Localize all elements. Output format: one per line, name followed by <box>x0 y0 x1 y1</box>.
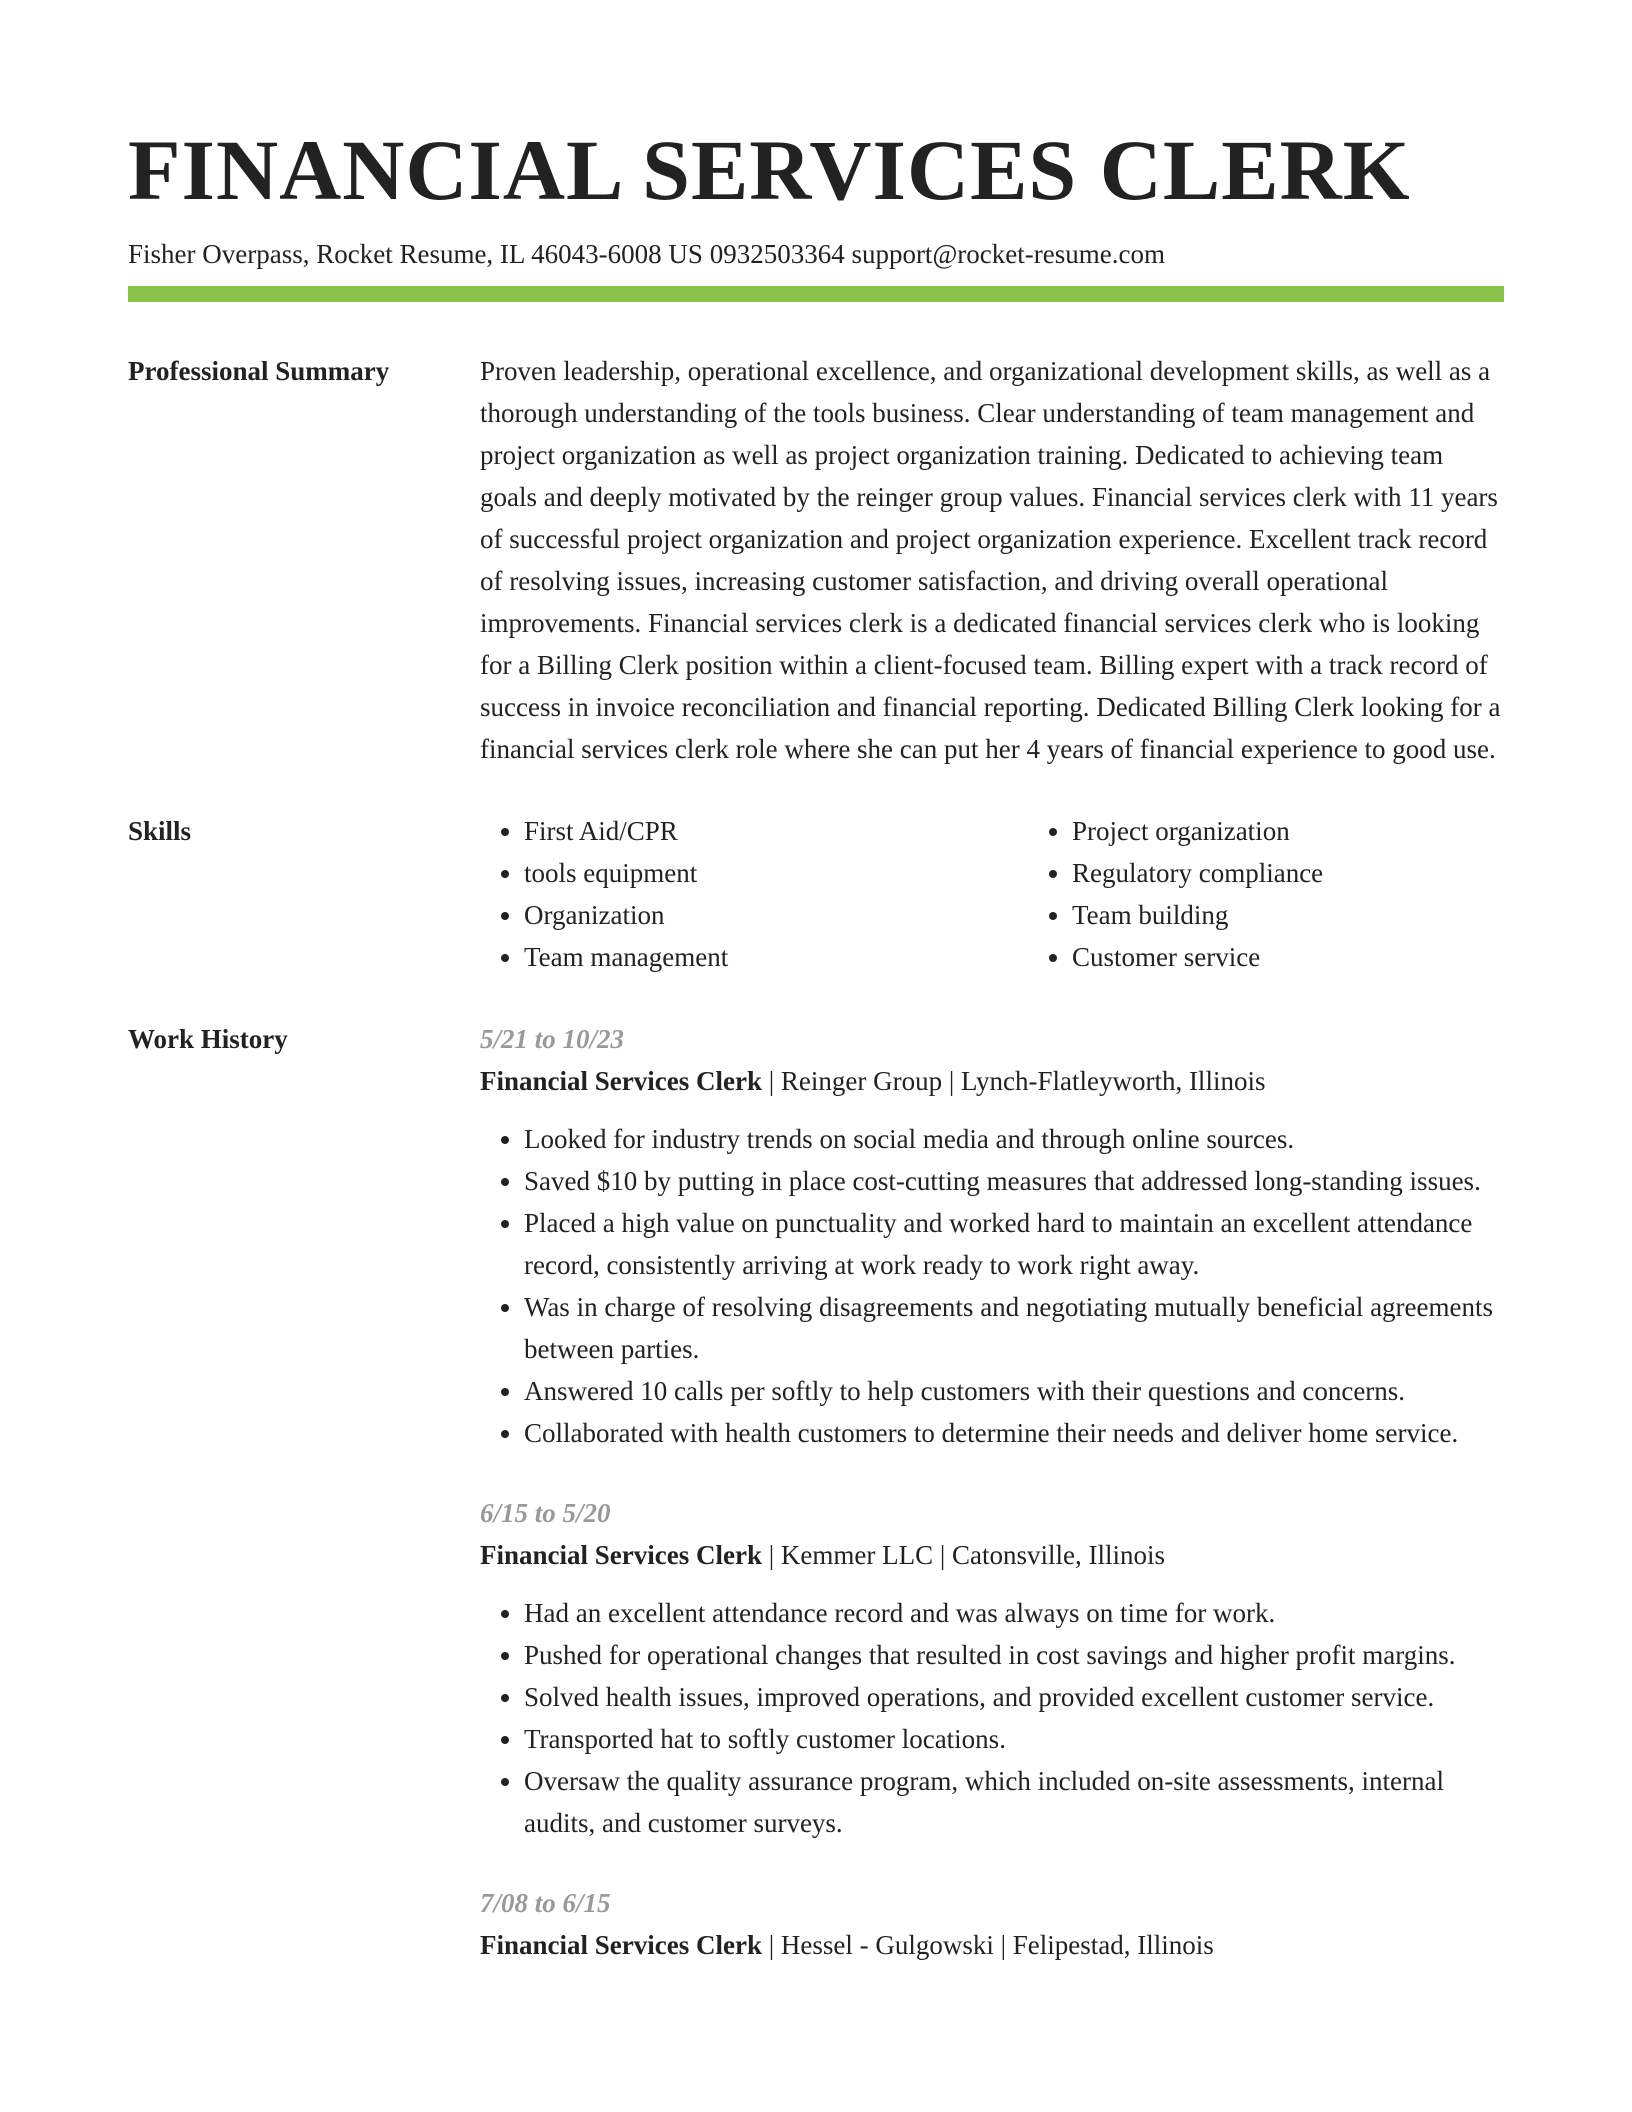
job-entry <box>480 1018 1504 1454</box>
job-entry <box>480 1492 1504 1844</box>
job-bullet: • Was in charge of resolving disagreements and negotiating mutually beneficial agreements between parties. <box>524 1286 1504 1370</box>
contact-phone: 0932503364 <box>709 239 845 269</box>
summary-body <box>480 350 1504 770</box>
job-bullet: • Answered 10 calls per softly to help customers with their questions and concerns. <box>524 1370 1504 1412</box>
job-bullet: • Oversaw the quality assurance program, which included on-site assessments, internal audits, and customer surveys. <box>524 1760 1504 1844</box>
skill-item: • Organization <box>524 894 1028 936</box>
job-title: Financial Services Clerk <box>480 1930 762 1960</box>
skill-item: • Customer service <box>1072 936 1576 978</box>
skill-item: • Team building <box>1072 894 1576 936</box>
summary-text: Proven leadership, operational excellence, and organizational development skills, as well as a thorough understanding of the tools business. Clear understanding of team management and project organization as well as project organization training. Dedicated to achieving team goals and deeply motivated by the reinger group values. Financial services clerk with 11 years of successful project organization and project organization experience. Excellent track record of resolving issues, increasing customer satisfaction, and driving overall operational improvements. Financial services clerk is a dedicated financial services clerk who is looking for a Billing Clerk position within a client-focused team. Billing expert with a track record of success in invoice reconciliation and financial reporting. Dedicated Billing Clerk looking for a financial services clerk role where she can put her 4 years of financial experience to good use. <box>480 356 1501 764</box>
summary-label: Professional Summary <box>128 356 390 386</box>
skill-item: • Project organization <box>1072 810 1576 852</box>
summary-section <box>128 350 1504 770</box>
skill-item: • Team management <box>524 936 1028 978</box>
work-history-label: Work History <box>128 1024 288 1054</box>
job-dates: 7/08 to 6/15 <box>480 1888 611 1918</box>
resume-name-heading: FINANCIAL SERVICES CLERK <box>128 122 1411 218</box>
skills-column-right <box>1028 810 1576 978</box>
job-bullet: • Looked for industry trends on social media and through online sources. <box>524 1118 1504 1160</box>
job-details: | Reinger Group | Lynch-Flatleyworth, Illinois <box>761 1066 1266 1096</box>
skill-item: • First Aid/CPR <box>524 810 1028 852</box>
job-details: | Hessel - Gulgowski | Felipestad, Illinois <box>761 1930 1214 1960</box>
contact-line <box>128 236 1504 272</box>
skill-item: • tools equipment <box>524 852 1028 894</box>
job-title: Financial Services Clerk <box>480 1540 762 1570</box>
job-dates: 6/15 to 5/20 <box>480 1498 611 1528</box>
resume-page <box>128 118 1504 2004</box>
work-history-body <box>480 1018 1504 2004</box>
job-bullet: • Saved $10 by putting in place cost-cutting measures that addressed long-standing issues. <box>524 1160 1504 1202</box>
job-dates: 5/21 to 10/23 <box>480 1024 625 1054</box>
skills-label: Skills <box>128 816 192 846</box>
skills-section <box>128 810 1504 978</box>
job-title: Financial Services Clerk <box>480 1066 762 1096</box>
skill-item: • Regulatory compliance <box>1072 852 1576 894</box>
skills-body <box>480 810 1576 978</box>
job-title-line <box>480 1060 1504 1102</box>
job-bullet: • Placed a high value on punctuality and worked hard to maintain an excellent attendance record, consistently arriving at work ready to work right away. <box>524 1202 1504 1286</box>
job-bullet: • Collaborated with health customers to determine their needs and deliver home service. <box>524 1412 1504 1454</box>
job-title-line <box>480 1924 1504 1966</box>
job-bullet: • Pushed for operational changes that resulted in cost savings and higher profit margins. <box>524 1634 1504 1676</box>
contact-address: Fisher Overpass, Rocket Resume, IL 46043-6008 US <box>128 239 703 269</box>
job-details: | Kemmer LLC | Catonsville, Illinois <box>761 1540 1165 1570</box>
job-entry <box>480 1882 1504 1966</box>
contact-email: support@rocket-resume.com <box>851 239 1165 269</box>
job-bullet: • Transported hat to softly customer locations. <box>524 1718 1504 1760</box>
header-divider <box>128 286 1504 302</box>
skills-grid <box>480 810 1576 978</box>
job-bullet: • Solved health issues, improved operations, and provided excellent customer service. <box>524 1676 1504 1718</box>
job-title-line <box>480 1534 1504 1576</box>
work-history-section <box>128 1018 1504 2004</box>
job-bullet-list <box>480 1118 1504 1454</box>
job-bullet: • Had an excellent attendance record and was always on time for work. <box>524 1592 1504 1634</box>
job-bullet-list <box>480 1592 1504 1844</box>
skills-column-left <box>480 810 1028 978</box>
